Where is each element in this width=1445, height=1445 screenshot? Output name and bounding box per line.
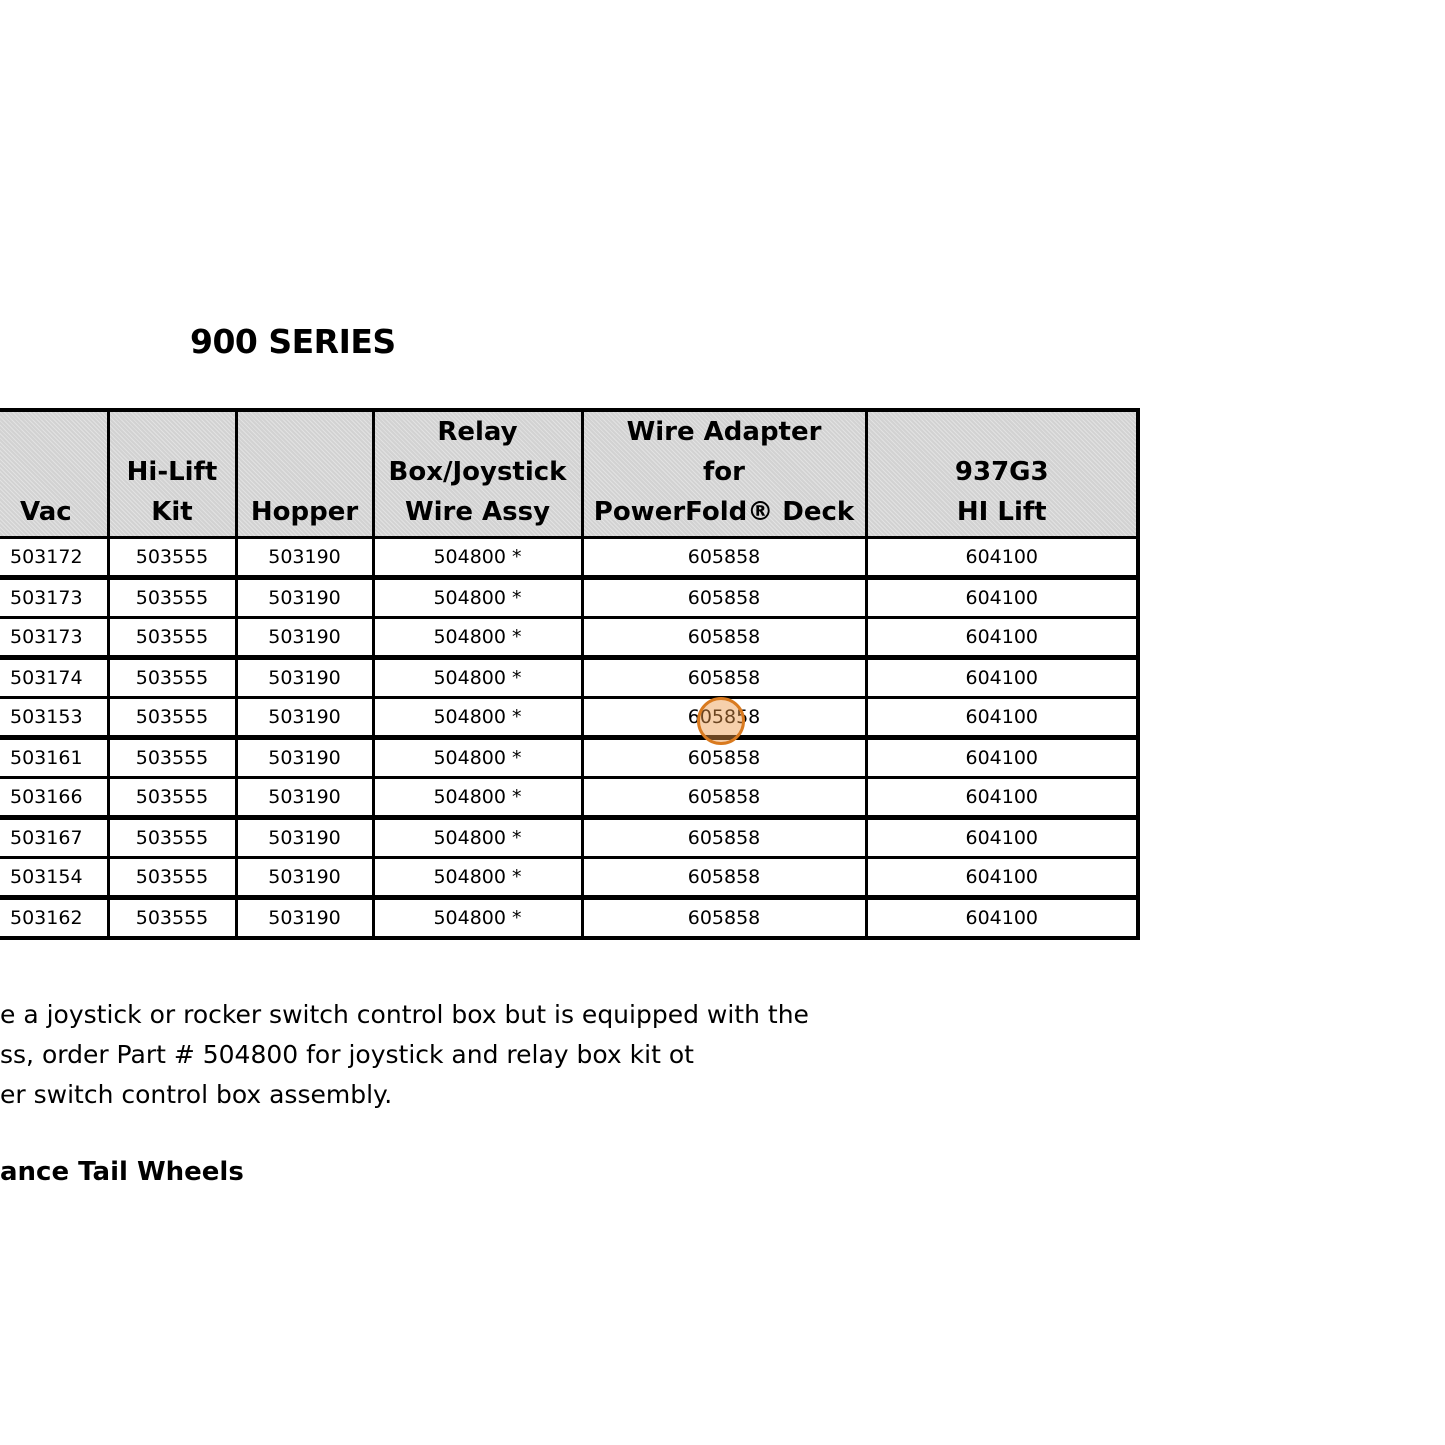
table-cell: 605858 [582,698,866,738]
table-cell: 503161 [0,738,108,778]
table-row [0,818,1138,858]
table-row [0,898,1138,939]
table-body [0,538,1138,939]
table-cell: 604100 [866,898,1138,939]
table-cell: 503190 [236,818,373,858]
table-cell: 605858 [582,738,866,778]
table-cell: 604100 [866,698,1138,738]
table-cell: 503190 [236,578,373,618]
table-cell: 503555 [108,618,236,658]
table-cell: 504800 * [373,538,582,578]
header-hi-lift-kit: Hi-Lift Kit [108,410,236,538]
table-cell: 503162 [0,898,108,939]
header-relay-box-joystick: Relay Box/Joystick Wire Assy [373,410,582,538]
table-row [0,738,1138,778]
table-cell: 604100 [866,738,1138,778]
table-cell: 605858 [582,858,866,898]
table-cell: 605858 [582,898,866,939]
table-cell: 604100 [866,658,1138,698]
footnote-line: er switch control box assembly. [0,1080,393,1109]
table-row [0,698,1138,738]
footnote [0,995,809,1115]
table-cell: 503555 [108,538,236,578]
footnote-line: ss, order Part # 504800 for joystick and relay box kit ot [0,1040,694,1069]
table-cell: 503555 [108,698,236,738]
table-cell: 503190 [236,738,373,778]
table-cell: 503153 [0,698,108,738]
table-cell: 504800 * [373,618,582,658]
table-cell: 503555 [108,578,236,618]
table-cell: 604100 [866,818,1138,858]
table-cell: 503555 [108,898,236,939]
table-cell: 503190 [236,538,373,578]
table-cell: 503174 [0,658,108,698]
table-cell: 503190 [236,898,373,939]
table-cell: 503555 [108,778,236,818]
table-cell: 504800 * [373,658,582,698]
table-cell: 605858 [582,618,866,658]
table-cell: 605858 [582,818,866,858]
page-title: 900 SERIES [190,322,396,361]
footnote-line: e a joystick or rocker switch control box but is equipped with the [0,1000,809,1029]
table-cell: 605858 [582,778,866,818]
table-cell: 503190 [236,618,373,658]
table-cell: 503555 [108,858,236,898]
table-cell: 504800 * [373,898,582,939]
table-cell: 504800 * [373,858,582,898]
parts-table [0,408,1140,940]
table-cell: 503173 [0,618,108,658]
header-937g3-hi-lift: 937G3 HI Lift [866,410,1138,538]
table-row [0,778,1138,818]
header-vac: Vac [0,410,108,538]
table-cell: 503166 [0,778,108,818]
table-cell: 604100 [866,618,1138,658]
table-cell: 503190 [236,658,373,698]
section-heading: ance Tail Wheels [0,1157,244,1187]
table-cell: 503167 [0,818,108,858]
table-cell: 503555 [108,818,236,858]
table-cell: 504800 * [373,578,582,618]
table-header-row [0,410,1138,538]
table-row [0,858,1138,898]
table-cell: 604100 [866,778,1138,818]
table-cell: 503555 [108,738,236,778]
table-cell: 503154 [0,858,108,898]
table-cell: 503190 [236,858,373,898]
table-cell: 503190 [236,698,373,738]
table-row [0,658,1138,698]
table-cell: 503173 [0,578,108,618]
header-hopper: Hopper [236,410,373,538]
table-cell: 604100 [866,538,1138,578]
table-cell: 605858 [582,658,866,698]
table-cell: 605858 [582,538,866,578]
table-cell: 503172 [0,538,108,578]
table-row [0,618,1138,658]
table-row [0,538,1138,578]
table-cell: 605858 [582,578,866,618]
table-cell: 504800 * [373,738,582,778]
table-cell: 503555 [108,658,236,698]
table-cell: 504800 * [373,818,582,858]
table-row [0,578,1138,618]
table-cell: 604100 [866,858,1138,898]
header-wire-adapter: Wire Adapter for PowerFold® Deck [582,410,866,538]
table-cell: 504800 * [373,778,582,818]
table-cell: 503190 [236,778,373,818]
table-cell: 504800 * [373,698,582,738]
table-cell: 604100 [866,578,1138,618]
